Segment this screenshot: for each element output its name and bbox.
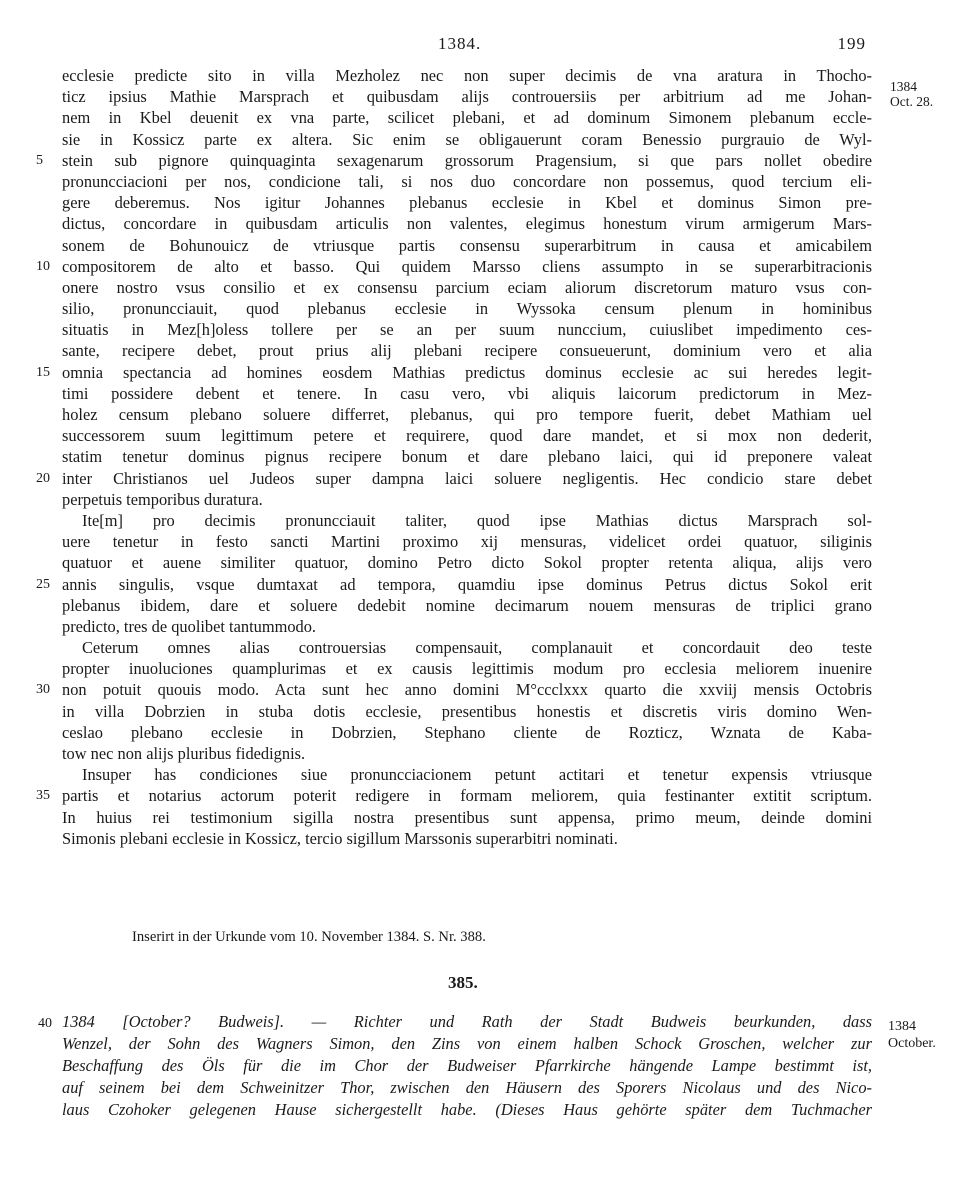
line-number: 35: [36, 788, 50, 804]
text-line-content: propter inuoluciones quamplurimas et ex causis legittimis modum pro ecclesia meliorem inuenire: [62, 659, 872, 679]
text-line-content: pronuncciacioni per nos, condicione tali, si nos duo concordare non possemus, quod tercium eli-: [62, 171, 872, 191]
text-line-content: in villa Dobrzien in stuba dotis ecclesie, presentibus honestis et discretis viris domino Wen-: [62, 701, 872, 721]
text-line: [62, 86, 872, 107]
text-line: [62, 383, 872, 404]
text-line: [62, 616, 872, 637]
text-line: [62, 277, 872, 298]
text-line: [62, 531, 872, 552]
text-line-content: In huius rei testimonium sigilla nostra presentibus sunt appensa, primo meum, deinde domini: [62, 807, 872, 827]
text-line: [62, 404, 872, 425]
text-line-content: nem in Kbel deuenit ex vna parte, scilicet plebani, et ad dominum Simonem plebanum eccle-: [62, 108, 872, 128]
text-line-content: dictus, concordare in quibusdam articulis non valentes, elegimus honestum virum armigerum Mars-: [62, 214, 872, 234]
text-line-content: sante, recipere debet, prout prius alij plebani recipere consueuerunt, dominium vero et alia: [62, 341, 872, 361]
text-line: [62, 446, 872, 467]
regest-line: laus Czohoker gelegenen Hause sichergestellt habe. (Dieses Haus gehörte später dem Tuchmacher: [62, 1100, 872, 1119]
text-line: [36, 574, 872, 595]
regest-text: [62, 1011, 872, 1121]
text-line-content: quatuor et auene similiter quatuor, domino Petro dicto Sokol propter retenta aliqua, alijs vero: [62, 553, 872, 573]
text-line: [36, 679, 872, 700]
text-line: [62, 658, 872, 679]
text-line: [62, 425, 872, 446]
text-line-content: omnia spectancia ad homines eosdem Mathias predictus dominus ecclesie ac sui heredes legit-: [62, 362, 872, 382]
line-number: 5: [36, 152, 43, 168]
text-line: [62, 171, 872, 192]
regest-line: Beschaffung des Öls für die im Chor der Budweiser Pfarrkirche hängende Lampe bestimmt ist,: [62, 1056, 872, 1075]
margin-date-year: 1384: [888, 1019, 916, 1034]
charter-text: [36, 65, 872, 849]
text-line: [62, 192, 872, 213]
margin-date-year: 1384: [890, 79, 917, 94]
text-line: [62, 235, 872, 256]
line-number: 10: [36, 258, 50, 274]
margin-date-october: [888, 1018, 936, 1052]
text-line-content: plebanus ibidem, dare et soluere dedebit nomine decimarum nouem mensuras de triplici grano: [62, 595, 872, 615]
text-line-content: sonem de Bohunouicz de vtriusque partis consensu superarbitrum in causa et amicabilem: [62, 235, 872, 255]
margin-date-month: October.: [888, 1036, 936, 1051]
text-line-content: Insuper has condiciones siue pronuncciacionem petunt actitari et tenetur expensis vtriusque: [82, 765, 872, 785]
text-line: [36, 256, 872, 277]
line-number: 20: [36, 470, 50, 486]
text-line: [62, 828, 872, 849]
text-line-content: silio, pronuncciauit, quod plebanus ecclesie in Wyssoka censum plenum in hominibus: [62, 299, 872, 319]
text-line: [62, 764, 872, 785]
text-line: [62, 65, 872, 86]
text-line-content: stein sub pignore quinquaginta sexagenarum grossorum Pragensium, si que pars nollet obedire: [62, 150, 872, 170]
line-number: 15: [36, 364, 50, 380]
text-line: [62, 595, 872, 616]
page-number: 199: [837, 34, 866, 53]
text-line: [62, 701, 872, 722]
source-note: Inserirt in der Urkunde vom 10. November 1384. S. Nr. 388.: [132, 929, 486, 945]
margin-date-oct-28: [890, 79, 933, 109]
text-line-content: Simonis plebani ecclesie in Kossicz, tercio sigillum Marssonis superarbitri nominati.: [62, 828, 618, 848]
line-number: 40: [38, 1016, 52, 1031]
text-line-content: successorem suum legittimum petere et requirere, quod dare mandet, et si mox non dederit,: [62, 426, 872, 446]
text-line: [62, 743, 872, 764]
regest-line: 1384 [October? Budweis]. — Richter und Rath der Stadt Budweis beurkunden, dass: [62, 1012, 872, 1031]
text-line-content: ecclesie predicte sito in villa Mezholez nec non super decimis de vna aratura in Thocho-: [62, 66, 872, 85]
text-line: [62, 510, 872, 531]
text-line-content: inter Christianos uel Judeos super dampna laici soluere negligentis. Hec condicio stare debet: [62, 468, 872, 488]
text-line-content: gere deberemus. Nos igitur Johannes plebanus ecclesie in Kbel et dominus Simon pre-: [62, 193, 872, 213]
text-line: [62, 129, 872, 150]
running-head-year: 1384.: [438, 34, 482, 53]
text-line: [36, 785, 872, 806]
line-number: 25: [36, 576, 50, 592]
text-line-content: partis et notarius actorum poterit redigere in formam meliorem, quia festinanter extitit scriptum.: [62, 786, 872, 806]
text-line-content: perpetuis temporibus duratura.: [62, 489, 263, 509]
text-line: [62, 807, 872, 828]
margin-date-day: Oct. 28.: [890, 94, 934, 109]
text-line-content: statim tenetur dominus pignus recipere bonum et dare plebano laici, qui id preponere valeat: [62, 447, 872, 467]
text-line-content: Ite[m] pro decimis pronuncciauit taliter, quod ipse Mathias dictus Marsprach sol-: [82, 510, 872, 530]
text-line: [62, 489, 872, 510]
text-line-content: onere nostro vsus consilio et ex consensu parcium eciam aliorum discretorum maturo vsus con-: [62, 277, 872, 297]
line-number: 30: [36, 682, 50, 698]
text-line-content: ticz ipsius Mathie Marsprach et quibusdam alijs controuersiis per arbitrium ad me Johan-: [62, 87, 872, 107]
text-line-content: predicto, tres de quolibet tantummodo.: [62, 616, 316, 636]
text-line: [62, 722, 872, 743]
text-line: [62, 107, 872, 128]
text-line-content: sie in Kossicz parte ex altera. Sic enim se obligauerunt coram Benessio purgrauio de Wyl-: [62, 129, 872, 149]
text-line: [62, 637, 872, 658]
text-line: [36, 362, 872, 383]
text-line: [62, 319, 872, 340]
text-line-content: timi possidere debent et tenere. In casu vero, vbi aliquis laicorum predictorum in Mez-: [62, 383, 872, 403]
text-line-content: Ceterum omnes alias controuersias compensauit, complanauit et concordauit deo teste: [82, 638, 872, 658]
regest-line: Wenzel, der Sohn des Wagners Simon, den Zins von einem halben Schock Groschen, welcher zur: [62, 1034, 872, 1053]
text-line-content: ceslao plebano ecclesie in Dobrzien, Stephano cliente de Rozticz, Wznata de Kaba-: [62, 722, 872, 742]
text-line: [62, 552, 872, 573]
text-line-content: uere tenetur in festo sancti Martini proximo xij mensuras, videlicet ordei quatuor, siliginis: [62, 532, 872, 552]
text-line-content: non potuit quouis modo. Acta sunt hec anno domini M°ccclxxx quarto die xxviij mensis Octobris: [62, 680, 872, 700]
text-line-content: compositorem de alto et basso. Qui quidem Marsso cliens assumpto in se superarbitracionis: [62, 256, 872, 276]
text-line: [62, 340, 872, 361]
text-line-content: tow nec non alijs pluribus fidedignis.: [62, 744, 306, 763]
regest-line: auf seinem bei dem Schweinitzer Thor, zwischen den Häusern des Sporers Nicolaus und des Nico-: [62, 1078, 872, 1097]
text-line-content: holez censum plebano soluere differret, plebanus, qui pro tempore fuerit, debet Mathiam uel: [62, 405, 872, 424]
text-line-content: annis singulis, vsque dumtaxat ad tempora, quamdiu ipse dominus Petrus dictus Sokol erit: [62, 574, 872, 594]
document-number: 385.: [448, 973, 478, 992]
text-line: [62, 213, 872, 234]
text-line-content: situatis in Mez[h]oless tollere per se an per suum nunccium, cuiuslibet impedimento ces-: [62, 320, 872, 340]
text-line: [36, 468, 872, 489]
text-line: [62, 298, 872, 319]
text-line: [36, 150, 872, 171]
